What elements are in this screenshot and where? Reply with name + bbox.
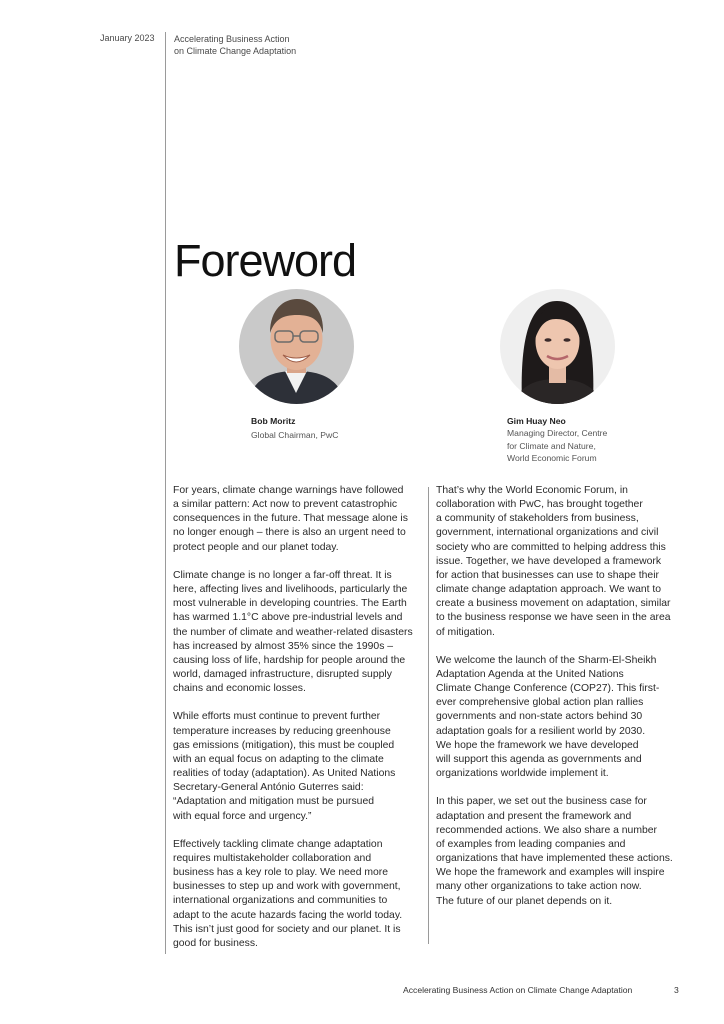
- portrait-gim-huay-neo: [500, 289, 615, 404]
- header-title: [174, 33, 374, 57]
- page-title: Foreword: [174, 235, 357, 287]
- author-role-2: Managing Director, Centre for Climate and Nature, World Economic Forum: [507, 428, 608, 464]
- header-date: January 2023: [100, 33, 155, 43]
- footer-title: Accelerating Business Action on Climate Change Adaptation: [403, 985, 633, 995]
- body-paragraph: For years, climate change warnings have followed a similar pattern: Act now to prevent catastrophic consequences in the future. That message alone is no longer enough – there is also an urgent need to protect people and our planet today.: [173, 485, 408, 553]
- body-paragraph: That’s why the World Economic Forum, in collaboration with PwC, has brought together a community of stakeholders from business, government, international organizations and civil society who are committed to helping address this issue. Together, we have developed a framework for action that businesses can use to shape their climate change adaptation approach. We want to create a business movement on adaptation, similar to the business response we have seen in the area of mitigation.: [436, 485, 671, 638]
- body-paragraph: We welcome the launch of the Sharm-El-Sheikh Adaptation Agenda at the United Nations Climate Change Conference (COP27). This first- ever comprehensive global action plan rallies governments and non-state actors behind 30 adaptation goals for a resilient world by 2030. We hope the framework we have developed will support this agenda as governments and organizations worldwide implement it.: [436, 654, 660, 780]
- body-paragraph: While efforts must continue to prevent further temperature increases by reducing greenhouse gas emissions (mitigation), this must be coupled with an equal focus on adapting to the climate realities of today (adaptation). As United Nations Secretary-General António Guterres said: “Adaptation and mitigation must be pursued with equal force and urgency.”: [173, 711, 396, 822]
- header-title-line2: on Climate Change Adaptation: [174, 46, 297, 56]
- column-divider: [428, 487, 429, 944]
- header-title-line1: Accelerating Business Action: [174, 34, 290, 44]
- body-column-left: [173, 484, 425, 965]
- body-column-right: [436, 484, 684, 923]
- author-role-1: Global Chairman, PwC: [251, 430, 339, 440]
- author-name-2: Gim Huay Neo: [507, 416, 566, 426]
- page-number: 3: [674, 985, 679, 995]
- body-paragraph: In this paper, we set out the business case for adaptation and present the framework and recommended actions. We also share a number of examples from leading companies and organizations that have implemented these actions. We hope the framework and examples will inspire many other organizations to take action now. The future of our planet depends on it.: [436, 796, 673, 907]
- author-name-1: Bob Moritz: [251, 416, 296, 426]
- vertical-rule: [165, 32, 166, 954]
- body-paragraph: Effectively tackling climate change adaptation requires multistakeholder collaboration and business has a key role to play. We need more businesses to step up and work with government, international organizations and communities to adapt to the acute hazards facing the world today. This isn’t just good for society and our planet. It is good for business.: [173, 838, 403, 949]
- portrait-bob-moritz: [239, 289, 354, 404]
- body-paragraph: Climate change is no longer a far-off threat. It is here, affecting lives and livelihoods, particularly the most vulnerable in developing countries. The Earth has warmed 1.1°C above pre-industrial levels and the number of climate and weather-related disasters has increased by almost 35% since the 1990s – causing loss of life, hardship for people around the world, damaged infrastructure, disrupted supply chains and economic losses.: [173, 569, 413, 695]
